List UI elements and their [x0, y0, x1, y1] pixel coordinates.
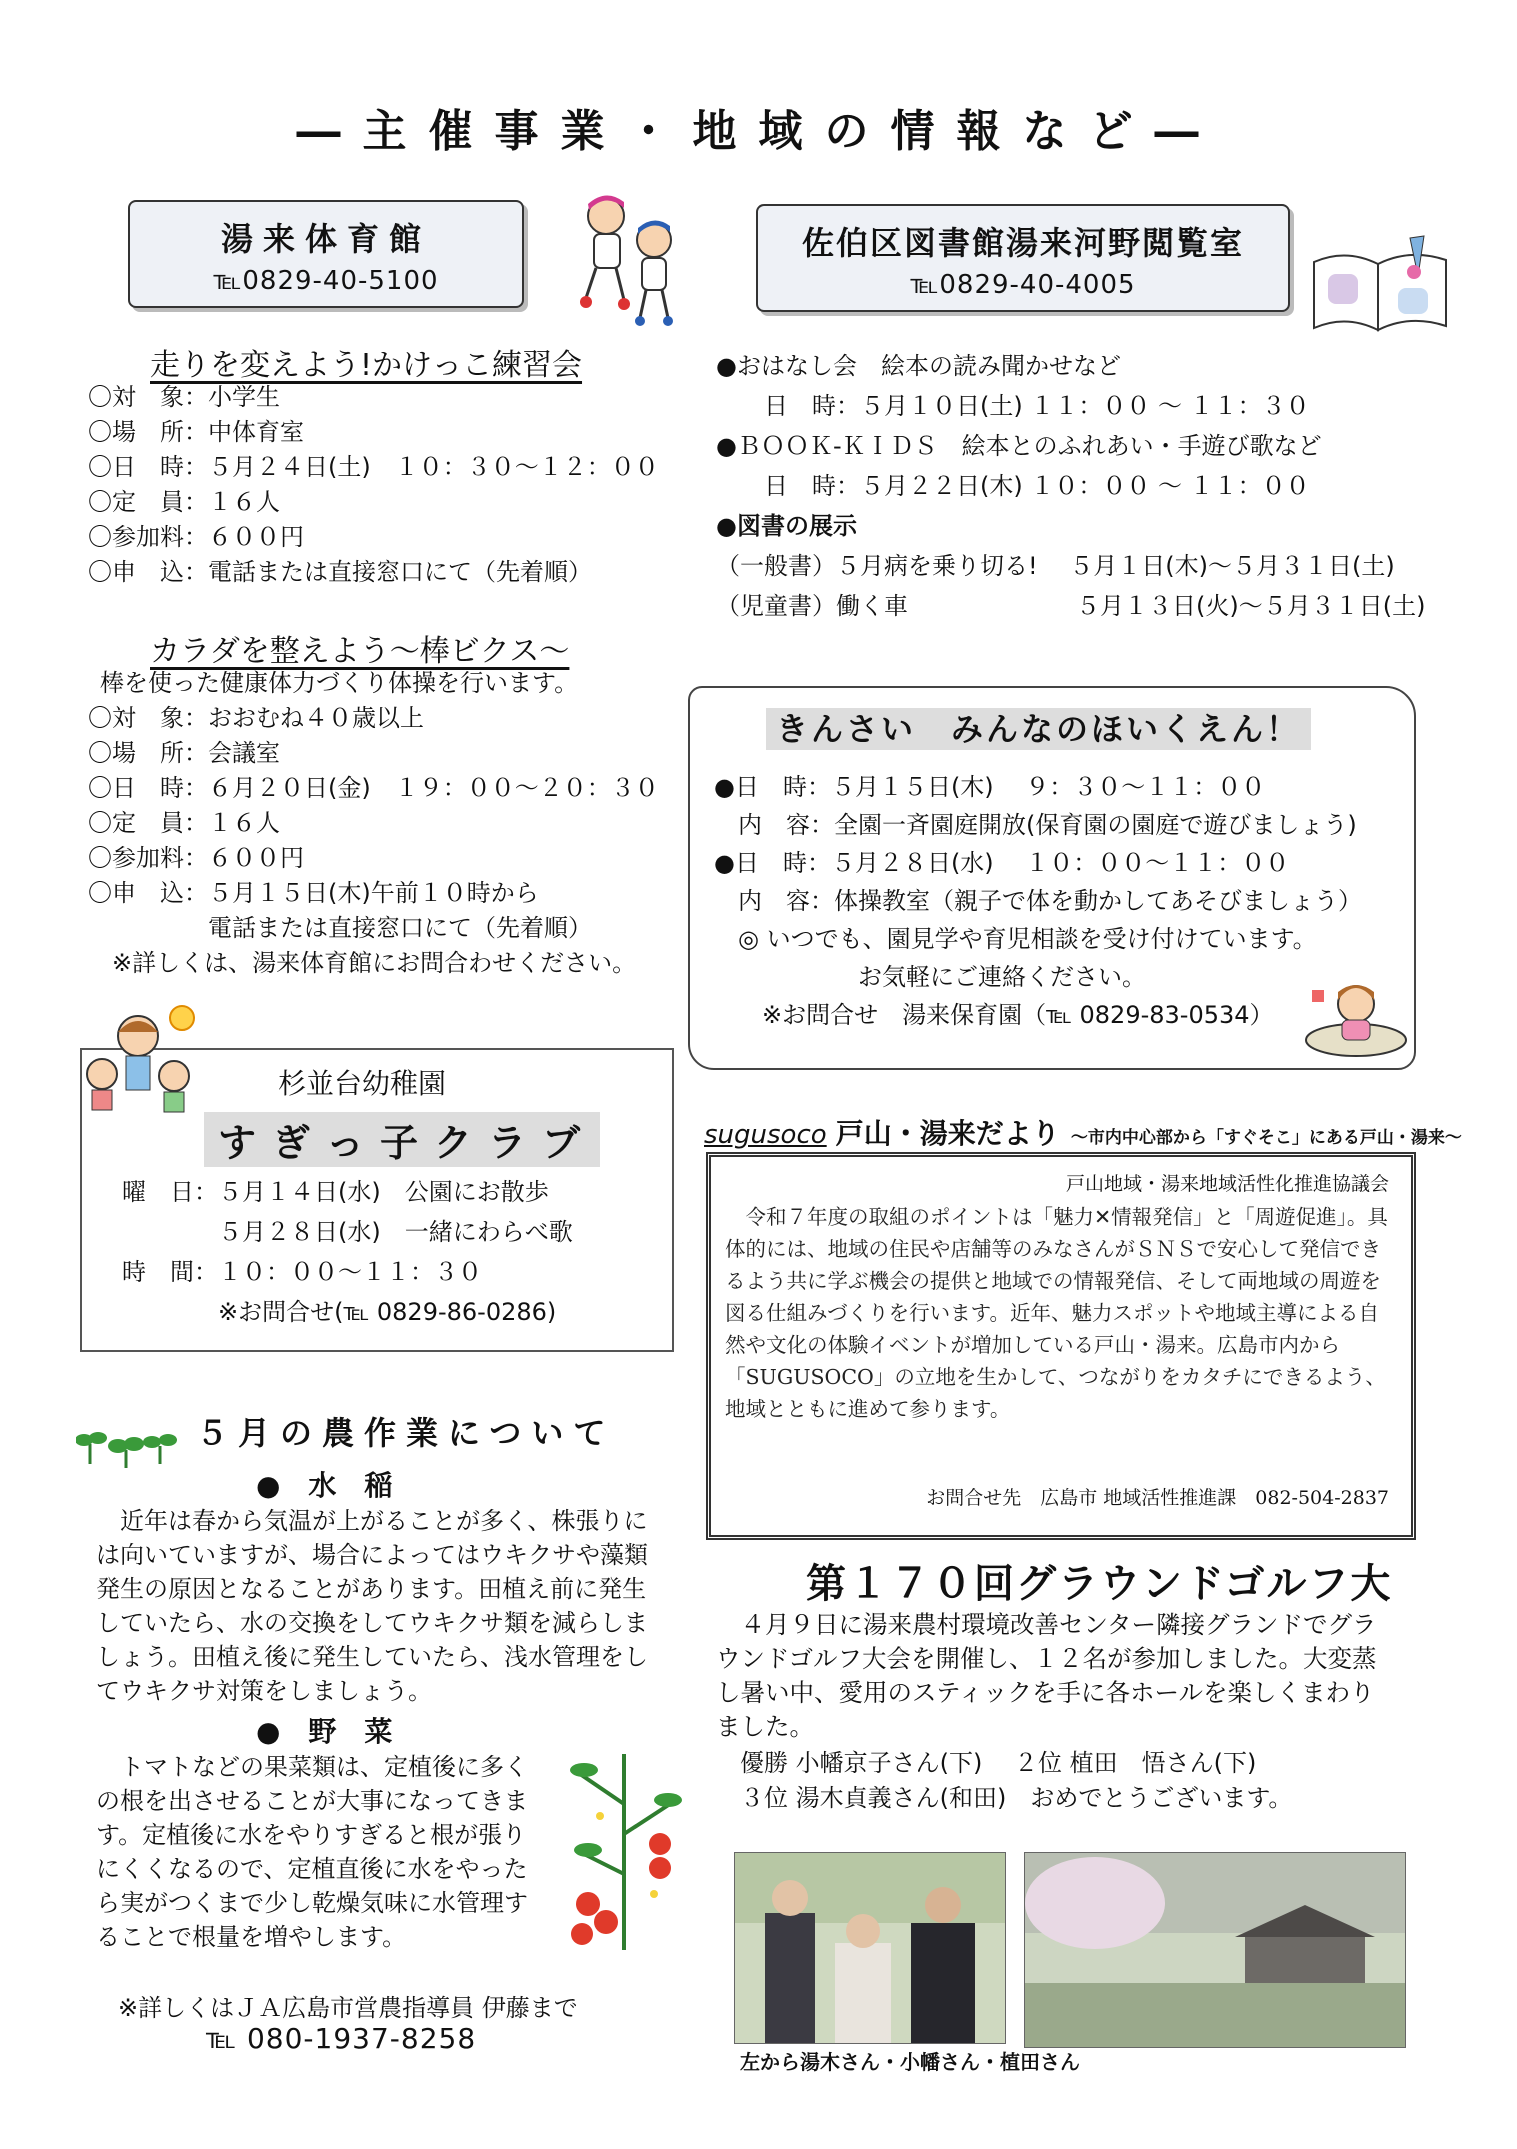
- gym-header-box: [128, 200, 524, 308]
- veg-body: トマトなどの果菜類は、定植後に多くの根を出させることが大事になってきます。定植後に水をやりすぎると根が張りにくくなるので、定植直後に水をやったら実がつくまで少し乾燥気味に水管理することで根量を増やします。: [96, 1753, 528, 1951]
- sugusoco-subtitle: ～市内中心部から「すぐそこ」にある戸山・湯来～: [1070, 1128, 1462, 1148]
- page-title: ―主催事業・地域の情報など―: [296, 106, 1221, 157]
- golf-ground-photo: [1024, 1852, 1406, 2048]
- rice-heading: ● 水 稲: [256, 1469, 393, 1502]
- detail-line: 〇日 時：６月２０日(金) １９：００～２０：３０: [88, 774, 659, 802]
- sugi-line: 時 間：１０：００～１１：３０: [122, 1258, 482, 1286]
- detail-line: 〇参加料：６００円: [88, 844, 304, 872]
- sugi-line: ５月２８日(水) 一緒にわらべ歌: [122, 1218, 573, 1246]
- hoikuen-line: ◎ いつでも、園見学や育児相談を受け付けています。: [714, 925, 1317, 953]
- library-details: [716, 346, 1425, 626]
- running-kids-illustration: [556, 188, 696, 328]
- golf-result: ３位 湯木貞義さん(和田) おめでとうございます。: [716, 1784, 1293, 1812]
- library-line: ●おはなし会 絵本の読み聞かせなど: [716, 352, 1121, 380]
- sugusoco-org: 戸山地域・湯来地域活性化推進協議会: [1065, 1173, 1389, 1195]
- library-header-box: [756, 204, 1290, 312]
- gym-name: 湯来体育館: [220, 220, 431, 258]
- gym-tel: ℡0829-40-5100: [213, 266, 439, 296]
- sugusoco-title: 戸山・湯来だより: [835, 1117, 1060, 1150]
- library-line: ●図書の展示: [716, 512, 857, 540]
- sugusoco-panel: [706, 1152, 1416, 1540]
- hoikuen-line: お気軽にご連絡ください。: [714, 963, 1146, 991]
- sugusoco-contact: お問合せ先 広島市 地域活性推進課 082-504-2837: [926, 1487, 1389, 1509]
- kakekko-title: 走りを変えよう!かけっこ練習会: [150, 348, 583, 383]
- sugi-club-name: すぎっ子クラブ: [204, 1112, 600, 1167]
- detail-line: 〇場 所：会議室: [88, 739, 280, 767]
- winners-photo: [734, 1852, 1006, 2044]
- bouex-title: カラダを整えよう～棒ビクス～: [150, 634, 570, 669]
- hoikuen-line: ※お問合せ 湯来保育園（℡ 0829-83-0534）: [714, 1001, 1274, 1029]
- hoikuen-line: 内 容：全園一斉園庭開放(保育園の園庭で遊びましょう): [714, 811, 1357, 839]
- hoikuen-title: きんさい みんなのほいくえん！: [766, 708, 1311, 750]
- farm-title: ５月の農作業について: [196, 1414, 616, 1452]
- photo-caption: 左から湯木さん・小幡さん・植田さん: [740, 2050, 1080, 2074]
- library-line: 日 時：５月１０日(土) １１：００ ～ １１：３０: [716, 392, 1310, 420]
- farm-note: ※詳しくはＪＡ広島市営農指導員 伊藤まで: [118, 1994, 578, 2022]
- farm-tel: ℡ 080-1937-8258: [206, 2022, 477, 2055]
- kids-sun-illustration: [78, 996, 208, 1116]
- rice-body: 近年は春から気温が上がることが多く、株張りには向いていますが、場合によってはウキクサや藻類発生の原因となることがあります。田植え前に発生していたら、水の交換をしてウキクサ類を減らしましょう。田植え後に発生していたら、浅水管理をしてウキクサ対策をしましょう。: [96, 1507, 648, 1705]
- open-book-illustration: [1306, 232, 1454, 340]
- library-name: 佐伯区図書館湯来河野閲覧室: [801, 224, 1244, 262]
- detail-line: 〇参加料：６００円: [88, 523, 304, 551]
- kakekko-details: [88, 380, 659, 590]
- detail-line: 〇申 込：５月１５日(木)午前１０時から: [88, 879, 539, 907]
- hoikuen-line: ●日 時：５月２８日(水) １０：００～１１：００: [714, 849, 1290, 877]
- detail-line: 〇申 込：電話または直接窓口にて（先着順）: [88, 558, 592, 586]
- bouex-intro: 棒を使った健康体力づくり体操を行います。: [100, 669, 579, 697]
- veg-heading: ● 野 菜: [256, 1715, 393, 1748]
- library-line: ●ＢＯＯＫ-ＫＩＤＳ 絵本とのふれあい・手遊び歌など: [716, 432, 1322, 460]
- detail-line: 〇定 員：１６人: [88, 488, 280, 516]
- golf-result: 優勝 小幡京子さん(下) ２位 植田 悟さん(下): [716, 1749, 1257, 1777]
- sprouts-icon: [76, 1410, 180, 1472]
- sugi-school: 杉並台幼稚園: [278, 1067, 447, 1100]
- golf-body: ４月９日に湯来農村環境改善センター隣接グランドでグラウンドゴルフ大会を開催し、１２名が参加しました。大変蒸し暑い中、愛用のスティックを手に各ホールを楽しくまわりました。: [716, 1610, 1377, 1741]
- sugi-line: ※お問合せ(℡ 0829-86-0286): [122, 1298, 557, 1326]
- bouex-details: [88, 666, 659, 981]
- library-line: （一般書）５月病を乗り切る! ５月１日(木)～５月３１日(土): [716, 552, 1395, 580]
- library-line: （児童書）働く車 ５月１３日(火)～５月３１日(土): [716, 592, 1426, 620]
- hoikuen-line: ●日 時：５月１５日(木) ９：３０～１１：００: [714, 773, 1266, 801]
- tomato-plant-illustration: [560, 1744, 690, 1954]
- sugi-line: 曜 日：５月１４日(水) 公園にお散歩: [122, 1178, 549, 1206]
- bouex-note: ※詳しくは、湯来体育館にお問合わせください。: [112, 949, 637, 977]
- hoikuen-line: 内 容：体操教室（親子で体を動かしてあそびましょう）: [714, 887, 1362, 915]
- detail-line: 〇定 員：１６人: [88, 809, 280, 837]
- golf-title: 第１７０回グラウンドゴルフ大: [806, 1561, 1393, 1607]
- detail-line: 電話または直接窓口にて（先着順）: [88, 914, 592, 942]
- sandbox-child-illustration: [1298, 970, 1408, 1060]
- sugusoco-body: 令和７年度の取組のポイントは「魅力✕情報発信」と「周遊促進」。具体的には、地域の住民や店舗等のみなさんがＳＮＳで安心して発信できるよう共に学ぶ機会の提供と地域での情報発信、そして両地域の周遊を図る仕組みづくりを行います。近年、魅力スポットや地域主導による自然や文化の体験イベントが増加している戸山・湯来。広島市内から「SUGUSOCO」の立地を生かして、つながりをカタチにできるよう、地域とともに進めて参ります。: [725, 1205, 1388, 1421]
- sugusoco-logo: sugusoco: [704, 1120, 827, 1150]
- detail-line: 〇日 時：５月２４日(土) １０：３０～１２：００: [88, 453, 659, 481]
- library-line: 日 時：５月２２日(木) １０：００ ～ １１：００: [716, 472, 1310, 500]
- library-tel: ℡0829-40-4005: [910, 270, 1136, 300]
- detail-line: 〇対 象：小学生: [88, 383, 280, 411]
- hoikuen-title-wrap: [754, 702, 1323, 752]
- detail-line: 〇場 所：中体育室: [88, 418, 304, 446]
- sugusoco-header: [704, 1112, 1462, 1152]
- detail-line: 〇対 象：おおむね４０歳以上: [88, 704, 424, 732]
